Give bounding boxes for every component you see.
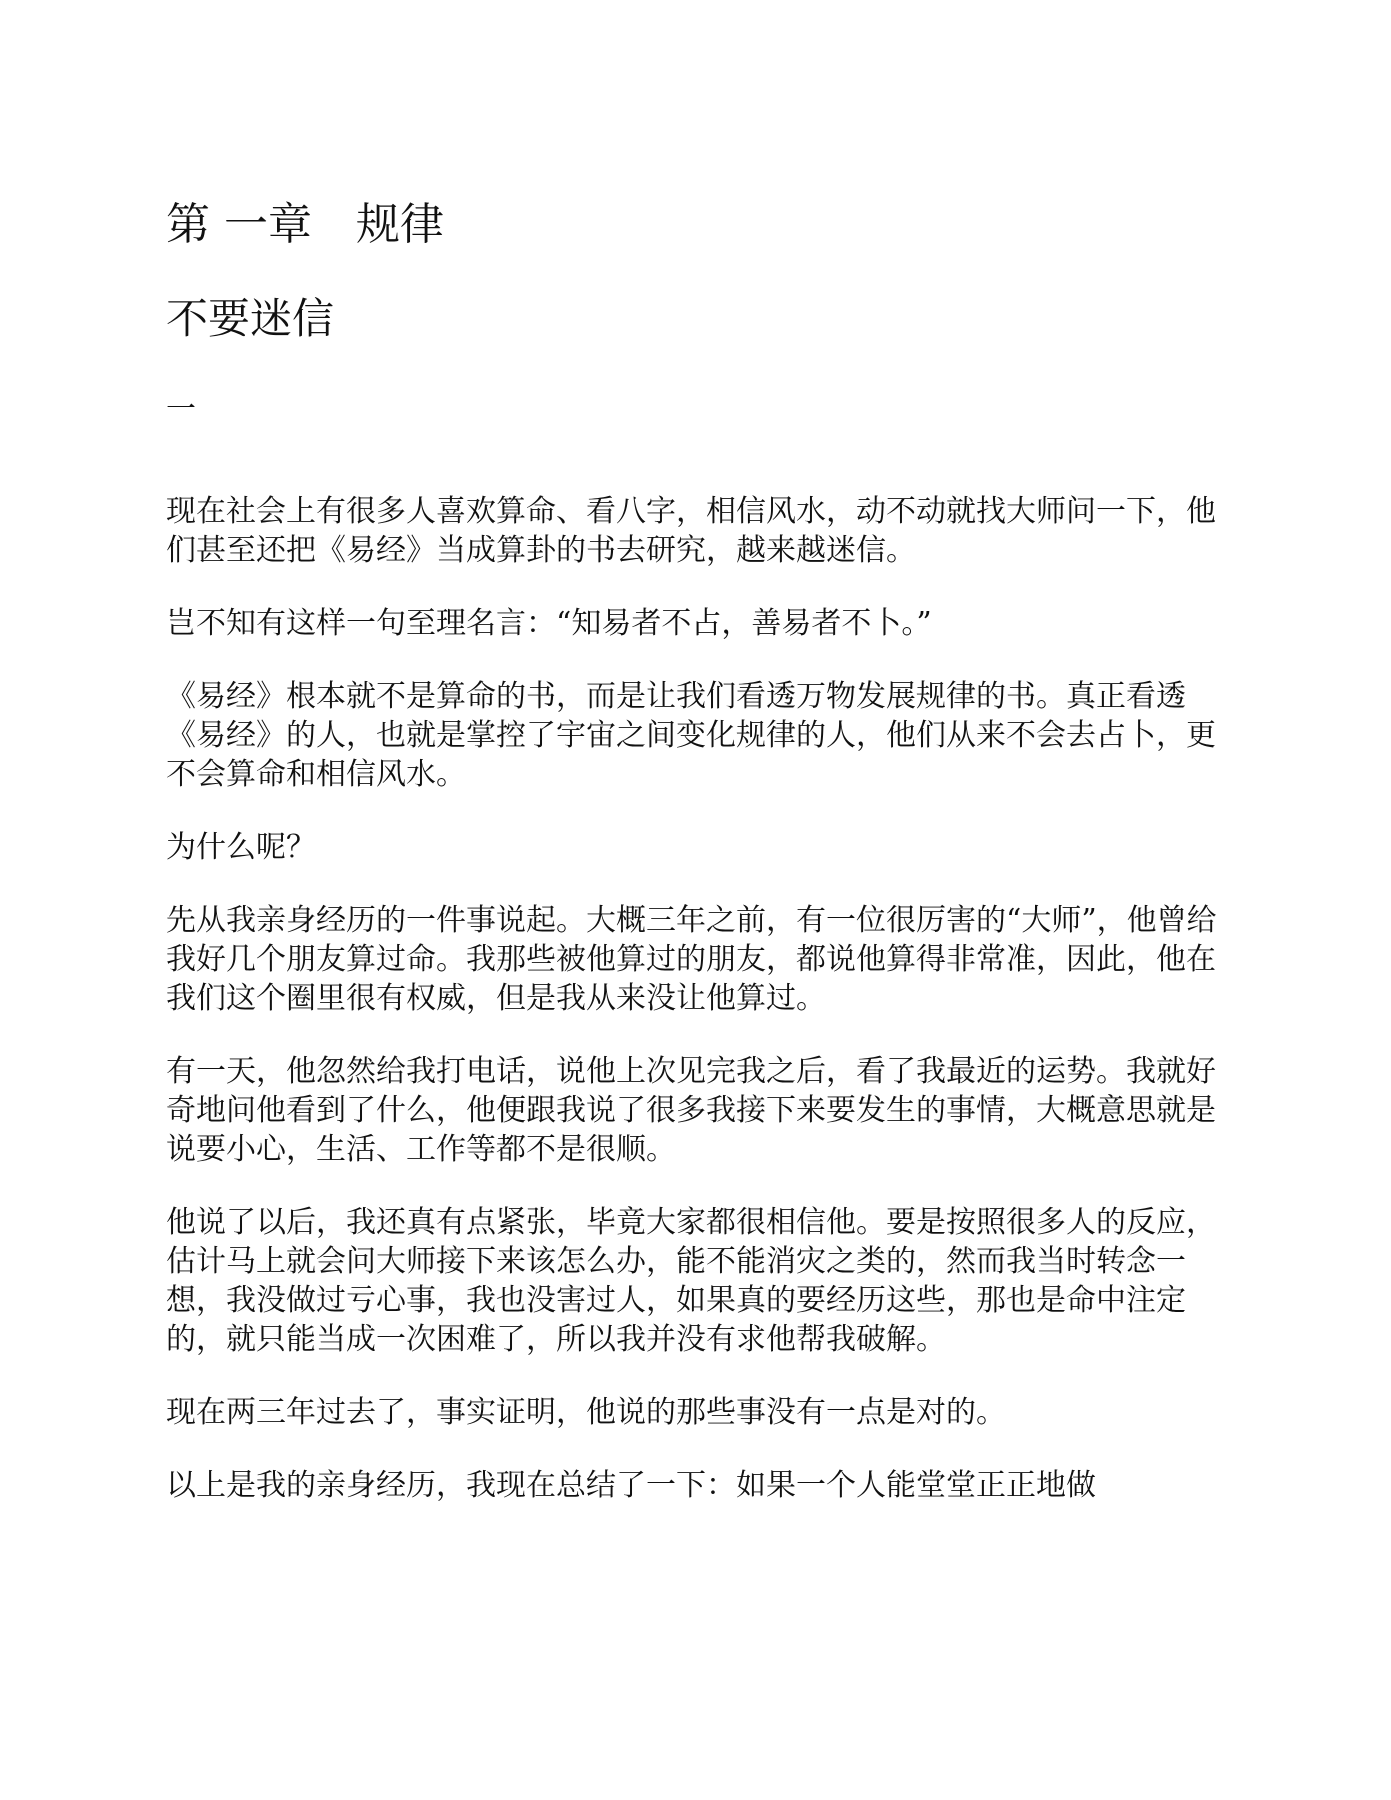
section-title: 不要迷信: [166, 294, 335, 343]
paragraph: 现在两三年过去了，事实证明，他说的那些事没有一点是对的。: [166, 1395, 1006, 1430]
paragraph: 岂不知有这样一句至理名言：“知易者不占，善易者不卜。”: [166, 606, 932, 641]
paragraph: 为什么呢？: [166, 830, 316, 865]
paragraph: 以上是我的亲身经历，我现在总结了一下：如果一个人能堂堂正正地做: [166, 1468, 1096, 1503]
paragraph: 有一天，他忽然给我打电话，说他上次见完我之后，看了我最近的运势。我就好奇地问他看到了什么，他便跟我说了很多我接下来要发生的事情，大概意思就是说要小心，生活、工作等都不是很顺。: [166, 1054, 1216, 1167]
paragraph: 先从我亲身经历的一件事说起。大概三年之前，有一位很厉害的“大师”，他曾给我好几个朋友算过命。我那些被他算过的朋友，都说他算得非常准，因此，他在我们这个圈里很有权威，但是我从来没让他算过。: [166, 903, 1217, 1016]
page-content: [166, 198, 1226, 1539]
paragraph: 《易经》根本就不是算命的书，而是让我们看透万物发展规律的书。真正看透《易经》的人，也就是掌控了宇宙之间变化规律的人，他们从来不会去占卜，更不会算命和相信风水。: [166, 679, 1216, 792]
section-number: 一: [166, 392, 196, 427]
chapter-title: 第 一章 规律: [166, 199, 444, 250]
paragraph: 他说了以后，我还真有点紧张，毕竟大家都很相信他。要是按照很多人的反应，估计马上就会问大师接下来该怎么办，能不能消灾之类的，然而我当时转念一想，我没做过亏心事，我也没害过人，如果真的要经历这些，那也是命中注定的，就只能当成一次困难了，所以我并没有求他帮我破解。: [166, 1205, 1216, 1357]
paragraph: 现在社会上有很多人喜欢算命、看八字，相信风水，动不动就找大师问一下，他们甚至还把《易经》当成算卦的书去研究，越来越迷信。: [166, 494, 1216, 568]
